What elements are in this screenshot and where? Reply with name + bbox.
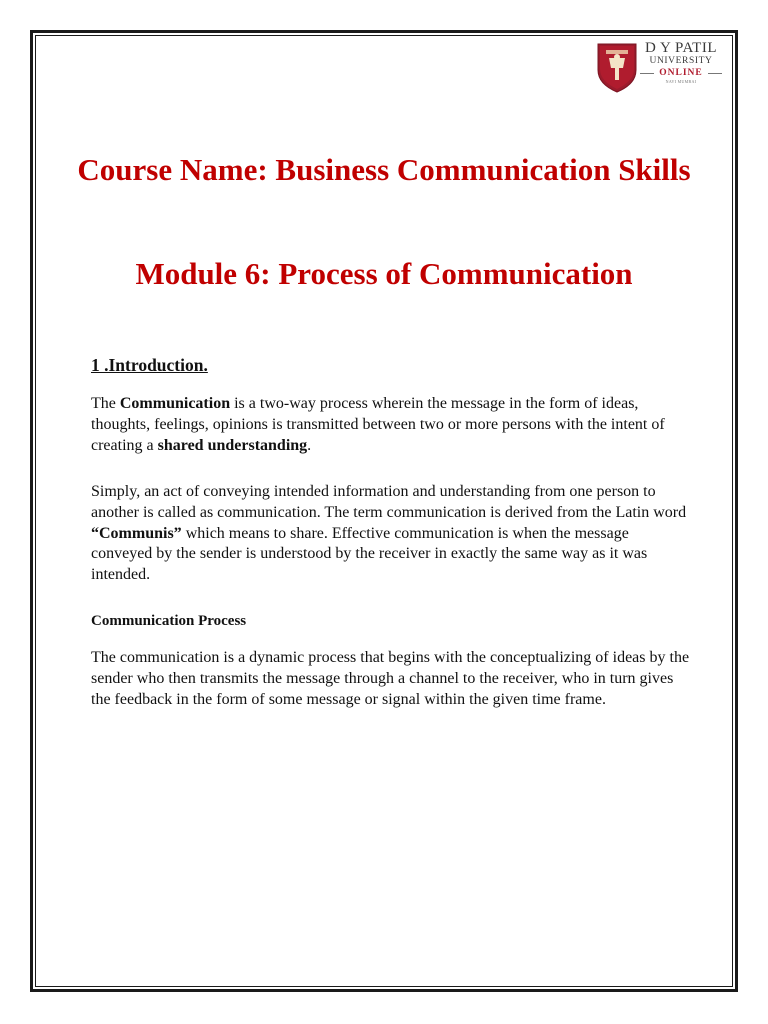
text-span: is a two-way process wherein the message in the form of ideas, thoughts, feelings, opinions is transmitted between two or more persons with the intent of creating a <box>91 395 665 454</box>
text-span: . <box>307 436 312 454</box>
sub-heading: Communication Process <box>91 613 247 629</box>
logo-line4: NAVI MUMBAI <box>665 79 697 84</box>
logo-rule-left <box>640 73 654 74</box>
logo-line3 <box>640 67 722 79</box>
logo-line2: UNIVERSITY <box>649 56 713 66</box>
paragraph-process: The communication is a dynamic process that begins with the conceptualizing of ideas by the sender who then transmits the message through a channel to the receiver, who in turn gives the feedback in the form of some message or signal within the given time frame. <box>91 649 690 708</box>
text-span: The <box>91 395 120 412</box>
module-title: Module 6: Process of Communication <box>135 256 633 291</box>
paragraph-intro <box>91 394 691 456</box>
shield-icon <box>596 40 638 94</box>
logo-rule-right <box>708 73 722 74</box>
section-heading: 1 .Introduction. <box>91 355 208 375</box>
bold-term: Communication <box>119 395 231 412</box>
logo-line1: D Y PATIL <box>644 40 717 56</box>
text-span: Simply, an act of conveying intended information and understanding from one person to another is called as communication. The term communication is derived from the Latin word <box>91 483 687 521</box>
university-logo <box>596 40 720 94</box>
text-span: which means to share. Effective communication is when the message conveyed by the sender is understood by the receiver in exactly the same way as it was intended. <box>91 524 648 584</box>
logo-line3-text: ONLINE <box>659 68 703 78</box>
bold-term: shared understanding <box>157 436 308 454</box>
bold-term: “Communis” <box>91 524 182 542</box>
course-title: Course Name: Business Communication Skills <box>77 152 691 187</box>
paragraph-definition <box>91 482 691 586</box>
